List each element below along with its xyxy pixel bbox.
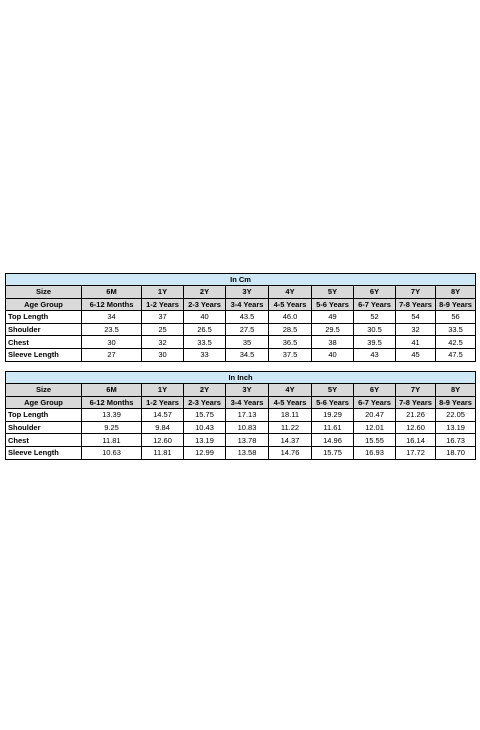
age-group-cell: 7-8 Years	[396, 298, 436, 311]
size-header-row	[6, 286, 476, 299]
size-chart-inch-table	[5, 371, 476, 460]
measurement-cell: 49	[312, 311, 354, 324]
measurement-cell: 39.5	[354, 336, 396, 349]
age-group-cell: 2-3 Years	[184, 396, 226, 409]
measurement-cell: 17.13	[226, 409, 269, 422]
measurement-cell: 18.11	[269, 409, 312, 422]
measurement-cell: 22.05	[436, 409, 476, 422]
size-header-cell: 5Y	[312, 384, 354, 397]
measurement-cell: 25	[142, 323, 184, 336]
measurement-cell: 17.72	[396, 446, 436, 459]
measurement-cell: 18.70	[436, 446, 476, 459]
row-label: Top Length	[6, 409, 82, 422]
measurement-cell: 14.37	[269, 434, 312, 447]
measurement-cell: 15.55	[354, 434, 396, 447]
age-group-cell: 4-5 Years	[269, 396, 312, 409]
measurement-cell: 40	[312, 348, 354, 361]
table-row	[6, 336, 476, 349]
age-group-row	[6, 396, 476, 409]
measurement-cell: 13.58	[226, 446, 269, 459]
measurement-cell: 15.75	[184, 409, 226, 422]
measurement-cell: 20.47	[354, 409, 396, 422]
table-row	[6, 434, 476, 447]
measurement-cell: 12.60	[142, 434, 184, 447]
size-header-cell: 8Y	[436, 286, 476, 299]
measurement-cell: 41	[396, 336, 436, 349]
measurement-cell: 27	[82, 348, 142, 361]
measurement-cell: 37.5	[269, 348, 312, 361]
measurement-cell: 38	[312, 336, 354, 349]
measurement-cell: 9.84	[142, 421, 184, 434]
measurement-cell: 42.5	[436, 336, 476, 349]
size-header-cell: 6Y	[354, 384, 396, 397]
age-group-cell: 8-9 Years	[436, 396, 476, 409]
size-label: Size	[6, 384, 82, 397]
row-label: Sleeve Length	[6, 348, 82, 361]
age-group-cell: 2-3 Years	[184, 298, 226, 311]
measurement-cell: 11.81	[142, 446, 184, 459]
size-header-cell: 3Y	[226, 286, 269, 299]
size-header-cell: 7Y	[396, 384, 436, 397]
measurement-cell: 34.5	[226, 348, 269, 361]
measurement-cell: 30	[142, 348, 184, 361]
measurement-cell: 30.5	[354, 323, 396, 336]
measurement-cell: 10.63	[82, 446, 142, 459]
measurement-cell: 13.39	[82, 409, 142, 422]
age-group-cell: 8-9 Years	[436, 298, 476, 311]
measurement-cell: 32	[396, 323, 436, 336]
age-group-label: Age Group	[6, 396, 82, 409]
age-group-row	[6, 298, 476, 311]
measurement-cell: 36.5	[269, 336, 312, 349]
measurement-cell: 10.43	[184, 421, 226, 434]
size-header-cell: 6M	[82, 286, 142, 299]
measurement-cell: 45	[396, 348, 436, 361]
table-row	[6, 421, 476, 434]
size-header-cell: 4Y	[269, 286, 312, 299]
age-group-cell: 4-5 Years	[269, 298, 312, 311]
measurement-cell: 11.81	[82, 434, 142, 447]
age-group-label: Age Group	[6, 298, 82, 311]
row-label: Shoulder	[6, 323, 82, 336]
table-row	[6, 311, 476, 324]
measurement-cell: 13.78	[226, 434, 269, 447]
measurement-cell: 11.22	[269, 421, 312, 434]
measurement-cell: 34	[82, 311, 142, 324]
table-row	[6, 323, 476, 336]
measurement-cell: 33.5	[184, 336, 226, 349]
measurement-cell: 12.01	[354, 421, 396, 434]
measurement-cell: 11.61	[312, 421, 354, 434]
measurement-cell: 43.5	[226, 311, 269, 324]
size-label: Size	[6, 286, 82, 299]
size-header-cell: 6M	[82, 384, 142, 397]
age-group-cell: 5-6 Years	[312, 298, 354, 311]
table-title-row	[6, 372, 476, 384]
measurement-cell: 47.5	[436, 348, 476, 361]
row-label: Chest	[6, 434, 82, 447]
measurement-cell: 12.60	[396, 421, 436, 434]
measurement-cell: 46.0	[269, 311, 312, 324]
size-header-cell: 2Y	[184, 286, 226, 299]
measurement-cell: 14.57	[142, 409, 184, 422]
measurement-cell: 13.19	[184, 434, 226, 447]
table-title: In Cm	[6, 274, 476, 286]
size-header-row	[6, 384, 476, 397]
measurement-cell: 13.19	[436, 421, 476, 434]
row-label: Sleeve Length	[6, 446, 82, 459]
table-title-row	[6, 274, 476, 286]
measurement-cell: 29.5	[312, 323, 354, 336]
age-group-cell: 5-6 Years	[312, 396, 354, 409]
table-title: In Inch	[6, 372, 476, 384]
measurement-cell: 10.83	[226, 421, 269, 434]
measurement-cell: 26.5	[184, 323, 226, 336]
measurement-cell: 33	[184, 348, 226, 361]
measurement-cell: 15.75	[312, 446, 354, 459]
measurement-cell: 23.5	[82, 323, 142, 336]
measurement-cell: 33.5	[436, 323, 476, 336]
measurement-cell: 19.29	[312, 409, 354, 422]
size-header-cell: 1Y	[142, 384, 184, 397]
measurement-cell: 32	[142, 336, 184, 349]
measurement-cell: 30	[82, 336, 142, 349]
measurement-cell: 12.99	[184, 446, 226, 459]
measurement-cell: 43	[354, 348, 396, 361]
age-group-cell: 6-12 Months	[82, 396, 142, 409]
size-header-cell: 3Y	[226, 384, 269, 397]
measurement-cell: 52	[354, 311, 396, 324]
size-header-cell: 7Y	[396, 286, 436, 299]
measurement-cell: 35	[226, 336, 269, 349]
size-header-cell: 1Y	[142, 286, 184, 299]
table-row	[6, 446, 476, 459]
measurement-cell: 40	[184, 311, 226, 324]
row-label: Top Length	[6, 311, 82, 324]
measurement-cell: 56	[436, 311, 476, 324]
age-group-cell: 3-4 Years	[226, 298, 269, 311]
age-group-cell: 6-7 Years	[354, 396, 396, 409]
measurement-cell: 21.26	[396, 409, 436, 422]
age-group-cell: 3-4 Years	[226, 396, 269, 409]
measurement-cell: 37	[142, 311, 184, 324]
age-group-cell: 6-12 Months	[82, 298, 142, 311]
size-header-cell: 4Y	[269, 384, 312, 397]
age-group-cell: 7-8 Years	[396, 396, 436, 409]
age-group-cell: 1-2 Years	[142, 396, 184, 409]
measurement-cell: 16.73	[436, 434, 476, 447]
table-row	[6, 348, 476, 361]
measurement-cell: 28.5	[269, 323, 312, 336]
measurement-cell: 16.93	[354, 446, 396, 459]
measurement-cell: 54	[396, 311, 436, 324]
measurement-cell: 14.96	[312, 434, 354, 447]
size-chart-cm-table	[5, 273, 476, 362]
size-header-cell: 6Y	[354, 286, 396, 299]
size-header-cell: 8Y	[436, 384, 476, 397]
age-group-cell: 1-2 Years	[142, 298, 184, 311]
measurement-cell: 16.14	[396, 434, 436, 447]
measurement-cell: 14.76	[269, 446, 312, 459]
age-group-cell: 6-7 Years	[354, 298, 396, 311]
measurement-cell: 27.5	[226, 323, 269, 336]
row-label: Shoulder	[6, 421, 82, 434]
table-row	[6, 409, 476, 422]
row-label: Chest	[6, 336, 82, 349]
size-header-cell: 5Y	[312, 286, 354, 299]
size-header-cell: 2Y	[184, 384, 226, 397]
measurement-cell: 9.25	[82, 421, 142, 434]
